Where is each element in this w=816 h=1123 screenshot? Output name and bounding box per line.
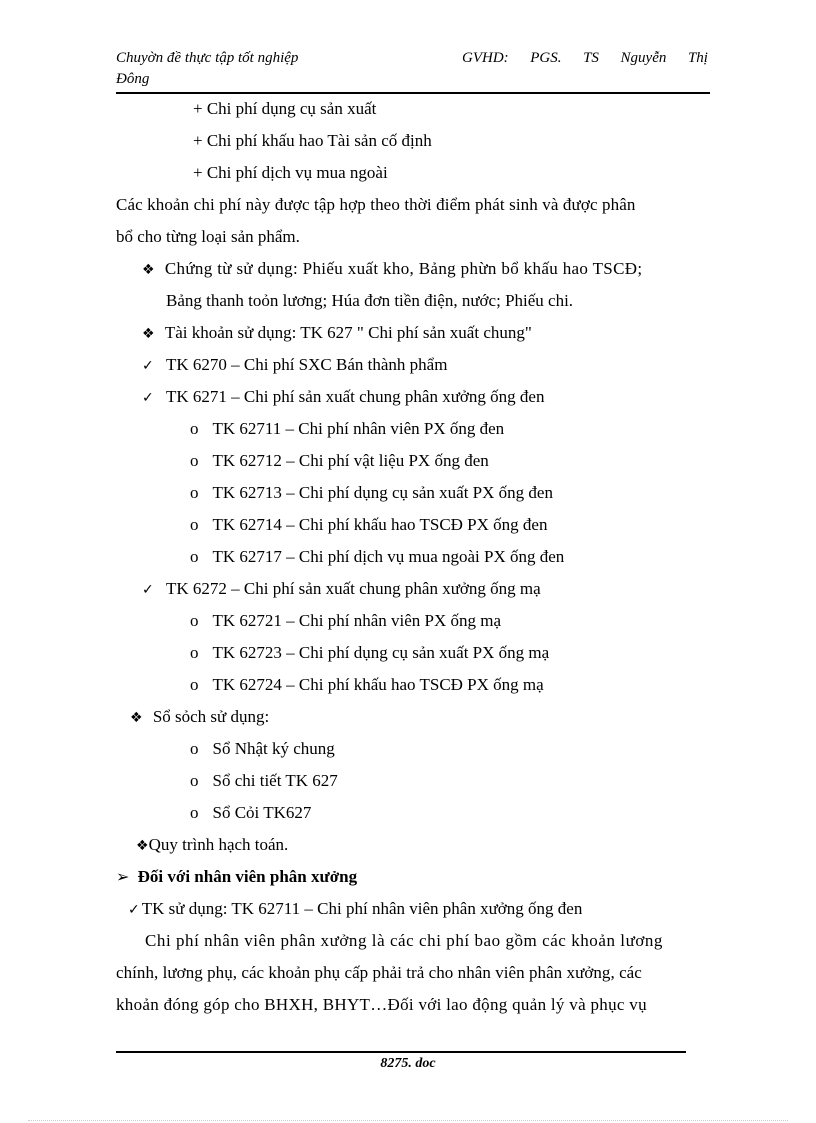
tk6272-label: TK 6272 – Chi phí sản xuất chung phân xưởng ống mạ <box>165 579 541 598</box>
book-entry <box>190 802 311 824</box>
para2-line1: Chi phí nhân viên phân xưởng là các chi phí bao gồm các khoản lương <box>145 931 663 950</box>
books-item <box>130 706 269 729</box>
book-label: Sổ Nhật ký chung <box>212 739 335 758</box>
sub-account <box>190 642 549 664</box>
header-word: GVHD: <box>462 50 509 66</box>
tk-used-label: TK sử dụng: TK 62711 – Chi phí nhân viên phân xưởng ống đen <box>141 899 583 918</box>
book-label: Sổ chi tiết TK 627 <box>212 771 338 790</box>
check-bullet-icon: ✓ <box>128 902 140 918</box>
para2-line3-wrap <box>116 994 647 1016</box>
para2-line2: chính, lương phụ, các khoản phụ cấp phải trả cho nhân viên phân xưởng, các <box>116 963 642 982</box>
circle-bullet-icon: o <box>190 611 199 630</box>
cost-item: + Chi phí dịch vụ mua ngoài <box>193 163 388 182</box>
sub-account-label: TK 62717 – Chi phí dịch vụ mua ngoài PX ống đen <box>212 547 565 566</box>
sub-account-label: TK 62712 – Chi phí vật liệu PX ống đen <box>212 451 489 470</box>
sub-account-label: TK 62721 – Chi phí nhân viên PX ống mạ <box>212 611 502 630</box>
tk-item <box>142 578 541 601</box>
circle-bullet-icon: o <box>190 515 199 534</box>
para2-line3: khoản đóng góp cho BHXH, BHYT…Đối với lao động quản lý và phục vụ <box>116 995 647 1014</box>
book-label: Sổ Cỏi TK627 <box>212 803 312 822</box>
check-bullet-icon: ✓ <box>142 390 154 406</box>
circle-bullet-icon: o <box>190 643 199 662</box>
check-bullet-icon: ✓ <box>142 582 154 598</box>
sub-account <box>190 418 504 440</box>
page-bottom-border <box>28 1120 788 1121</box>
docs-line2: Bảng thanh toỏn lương; Húa đơn tiền điện, nước; Phiếu chi. <box>166 291 574 310</box>
sub-account-label: TK 62711 – Chi phí nhân viên PX ống đen <box>212 419 505 438</box>
sub-account-label: TK 62724 – Chi phí khấu hao TSCĐ PX ống mạ <box>212 675 544 694</box>
diamond-bullet-icon: ❖ <box>142 262 155 278</box>
diamond-bullet-icon: ❖ <box>142 326 155 342</box>
header-course-title <box>116 48 356 90</box>
section-heading <box>116 866 357 888</box>
circle-bullet-icon: o <box>190 771 199 790</box>
circle-bullet-icon: o <box>190 547 199 566</box>
sub-account-label: TK 62714 – Chi phí khấu hao TSCĐ PX ống đen <box>212 515 548 534</box>
sub-account-label: TK 62713 – Chi phí dụng cụ sản xuất PX ống đen <box>212 483 553 502</box>
diamond-bullet-icon: ❖ <box>130 710 143 726</box>
tk-item <box>142 386 544 409</box>
sub-account <box>190 546 564 568</box>
header-word: TS <box>583 50 599 66</box>
header-supervisor <box>462 48 708 69</box>
sub-account <box>190 674 544 696</box>
circle-bullet-icon: o <box>190 739 199 758</box>
tk6270-label: TK 6270 – Chi phí SXC Bán thành phẩm <box>165 355 448 374</box>
docs-line1: Chứng từ sử dụng: Phiếu xuất kho, Bảng phừn bổ khấu hao TSCĐ; <box>164 259 643 278</box>
docs-item <box>142 258 643 281</box>
book-entry <box>190 738 335 760</box>
tk-item <box>142 354 447 377</box>
header-word: Nguyễn <box>620 50 667 66</box>
circle-bullet-icon: o <box>190 451 199 470</box>
process-label: Quy trình hạch toán. <box>148 835 289 854</box>
cost-item: + Chi phí khấu hao Tài sản cố định <box>193 131 432 150</box>
header-left-line2: Đông <box>116 71 150 87</box>
sub-account <box>190 450 489 472</box>
header-left-line1: Chuyờn đề thực tập tốt nghiệp <box>116 50 299 66</box>
circle-bullet-icon: o <box>190 419 199 438</box>
tk6271-label: TK 6271 – Chi phí sản xuất chung phân xưởng ống đen <box>165 387 545 406</box>
arrow-bullet-icon: ➢ <box>116 867 130 886</box>
diamond-bullet-icon: ❖ <box>136 838 149 854</box>
circle-bullet-icon: o <box>190 803 199 822</box>
account-label: Tài khoản sử dụng: TK 627 " Chi phí sản xuất chung" <box>164 323 532 342</box>
paragraph-line <box>116 194 710 216</box>
header-word: Thị <box>687 50 708 66</box>
cost-item: + Chi phí dụng cụ sản xuất <box>193 99 377 118</box>
para2-line1-wrap <box>145 930 663 952</box>
section-heading-text: Đối với nhân viên phân xưởng <box>137 867 358 886</box>
books-label: Sổ sỏch sử dụng: <box>152 707 270 726</box>
para1-line1 <box>116 194 710 216</box>
circle-bullet-icon: o <box>190 675 199 694</box>
sub-account <box>190 610 501 632</box>
book-entry <box>190 770 338 792</box>
footer-divider <box>116 1051 686 1053</box>
para1-text: Các khoản chi phí này được tập hợp theo thời điểm phát sinh và được phân <box>116 195 636 214</box>
circle-bullet-icon: o <box>190 483 199 502</box>
check-bullet-icon: ✓ <box>142 358 154 374</box>
para2-line2-wrap <box>116 962 642 984</box>
header-divider <box>116 92 710 94</box>
para1-line2: bổ cho từng loại sản phẩm. <box>116 227 300 246</box>
process-item <box>136 834 288 857</box>
sub-account <box>190 514 547 536</box>
sub-account-label: TK 62723 – Chi phí dụng cụ sản xuất PX ống mạ <box>212 643 550 662</box>
tk-used-item <box>128 898 582 921</box>
footer-filename: 8275. doc <box>380 1056 436 1071</box>
header-word: PGS. <box>530 50 562 66</box>
sub-account <box>190 482 553 504</box>
account-item <box>142 322 532 345</box>
